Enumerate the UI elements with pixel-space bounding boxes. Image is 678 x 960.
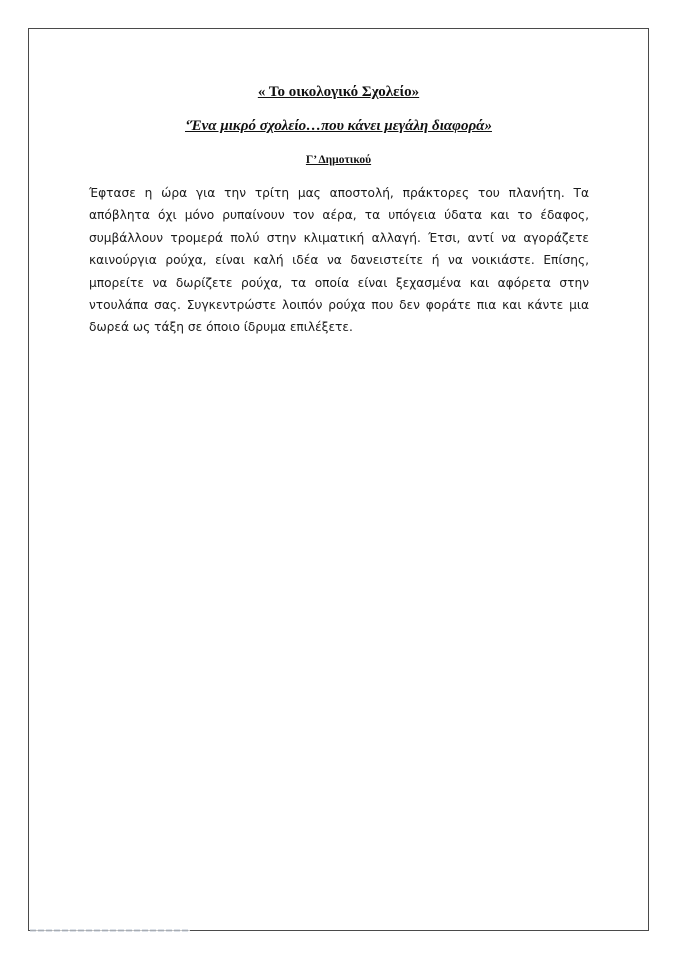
footer-watermark — [30, 929, 190, 932]
body-paragraph: Έφτασε η ώρα για την τρίτη μας αποστολή, πράκτορες του πλανήτη. Τα απόβλητα όχι μόνο ρυπαίνουν τον αέρα, τα υπόγεια ύδατα και το έδαφος, συμβάλλουν τρομερά πολύ στην κλιματική αλλαγή. Έτσι, αντί να αγοράζετε καινούργια ρούχα, είναι καλή ιδέα να δανειστείτε ή να νοικιάστε. Επίσης, μπορείτε να δωρίζετε ρούχα, τα οποία είναι ξεχασμένα και αφόρετα στην ντουλάπα σας. Συγκεντρώστε λοιπόν ρούχα που δεν φοράτε πια και κάντε μια δωρεά ως τάξη σε όποιο ίδρυμα επιλέξετε. — [89, 186, 589, 335]
document-title: « Το οικολογικό Σχολείο» — [257, 84, 420, 100]
grade-label: Γ’ Δημοτικού — [305, 154, 372, 166]
document-subtitle: ‘Ένα μικρό σχολείο…που κάνει μεγάλη διαφορά» — [185, 118, 492, 134]
